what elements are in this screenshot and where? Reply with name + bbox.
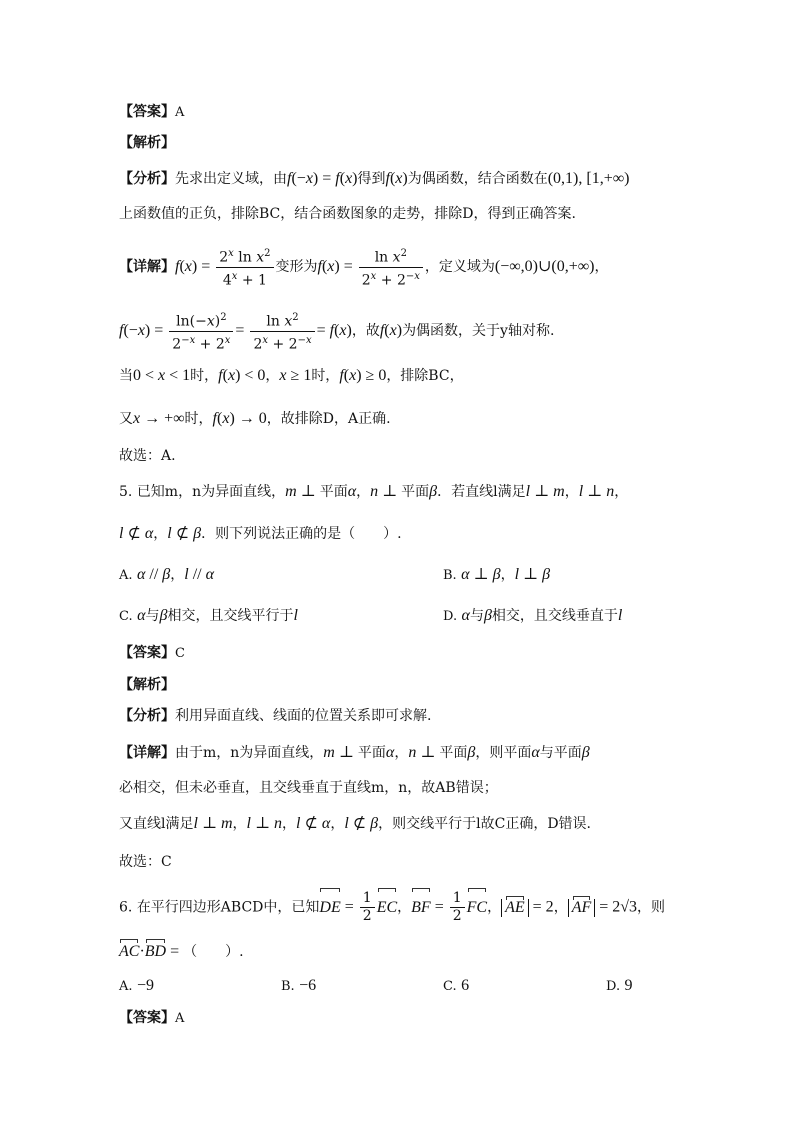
q4-analysis-heading: [119, 133, 175, 153]
text: 上函数值的正负，排除BC，结合函数图象的走势，排除D，得到正确答案.: [119, 206, 576, 222]
q6-answer-line: [119, 1008, 184, 1029]
q6-option-d: [606, 976, 633, 997]
answer-value: A: [175, 105, 185, 120]
fraction: $\frac{1}{2}$: [360, 890, 375, 925]
option-text: −6: [299, 977, 317, 994]
answer-value: C: [175, 646, 185, 661]
option-letter: C.: [443, 979, 457, 994]
text: ，则交线平行于l故C正确，D错误.: [378, 816, 592, 832]
text: 故选：A.: [119, 448, 176, 464]
option-letter: D.: [606, 979, 621, 994]
text: ，故: [351, 323, 380, 340]
q6-option-c: [443, 976, 469, 997]
text: 平面: [357, 745, 386, 761]
text: 得到: [357, 171, 386, 187]
q4-fenxi-line-2: [119, 204, 576, 224]
text: ．若直线l满足: [437, 484, 526, 500]
q5-xiangjie-line-1: 【详解】由于m，n为异面直线，m ⊥ 平面α，n ⊥ 平面β，则平面α与平面β: [119, 744, 590, 761]
fraction: $\frac{2^x \ln x^2}{4^x + 1}$: [216, 245, 273, 289]
text: 平面: [439, 745, 468, 761]
q6-option-b: [281, 976, 316, 997]
q5-guxuan: [119, 852, 172, 872]
option-letter: A.: [119, 568, 133, 583]
option-text: 6: [461, 977, 470, 994]
text: ，: [356, 484, 371, 500]
q4-xiangjie-line-2: f(−x) = $\frac{\ln(-x)^2}{2^{-x} + 2^x}$ = $\frac{\ln x^2}{2^x + 2^{-x}}$ = f(x)，故f(x)为偶函数，关于y轴对称.: [119, 309, 554, 353]
q5-analysis-heading: [119, 675, 175, 695]
text: ，故排除D，A正确.: [266, 411, 391, 427]
answer-value: A: [175, 1011, 185, 1026]
q5-answer-line: [119, 643, 185, 664]
answer-tag: 【答案】: [119, 1010, 175, 1026]
text: 为偶函数，结合函数在: [407, 171, 548, 187]
text: 已知m，n为异面直线，: [136, 484, 286, 500]
text: 平面: [319, 484, 348, 500]
q4-xiangjie-line-4: 又x → +∞时，f(x) → 0，故排除D，A正确.: [119, 410, 391, 427]
text: 时，: [190, 368, 219, 384]
text: 又: [119, 411, 133, 427]
option-letter: B.: [443, 568, 457, 583]
text: 利用异面直线、线面的位置关系即可求解.: [175, 708, 432, 724]
q5-xiangjie-line-2: [119, 778, 498, 798]
analysis-tag: 【解析】: [119, 135, 175, 151]
text: 又直线l满足: [119, 816, 194, 832]
fenxi-tag: 【分析】: [119, 708, 175, 724]
answer-tag: 【答案】: [119, 645, 175, 661]
text: 在平行四边形ABCD中，已知: [136, 899, 320, 916]
q5-option-d: D. α与β相交，且交线垂直于l: [443, 607, 623, 624]
text: 与平面: [539, 745, 582, 761]
text: （ ）.: [183, 944, 244, 960]
q4-fenxi-line-1: 【分析】先求出定义域，由f(−x) = f(x)得到f(x)为偶函数，结合函数在(0,1), [1,+∞): [119, 170, 630, 187]
q5-stem-line-1: 5. 已知m，n为异面直线，m ⊥ 平面α，n ⊥ 平面β．若直线l满足l ⊥ m，l ⊥ n，: [119, 483, 629, 500]
q4-xiangjie-line-1: 【详解】f(x) = $\frac{2^x \ln x^2}{4^x + 1}$ 变形为f(x) = $\frac{\ln x^2}{2^x + 2^{-x}}$ ，定义域为(−∞,0)∪(0,+∞)，: [119, 245, 608, 289]
q5-option-a: A. α // β，l // α: [119, 566, 214, 583]
option-text: 相交，且交线垂直于: [491, 608, 618, 624]
text: ，则平面: [475, 745, 532, 761]
text: ，: [265, 368, 280, 384]
q5-xiangjie-line-3: 又直线l满足l ⊥ m，l ⊥ n，l ⊄ α，l ⊄ β，则交线平行于l故C正确，D错误.: [119, 815, 592, 832]
option-letter: D.: [443, 609, 458, 624]
xiangjie-tag: 【详解】: [119, 745, 175, 761]
q6-stem-line-2: AC·BD = （ ）.: [119, 943, 244, 960]
option-letter: A.: [119, 979, 133, 994]
question-number: 6.: [119, 899, 133, 916]
fraction: $\frac{\ln(-x)^2}{2^{-x} + 2^x}$: [169, 309, 233, 353]
math-intervals: (0,1), [1,+∞): [547, 170, 630, 187]
text: 由于m，n为异面直线，: [175, 745, 324, 761]
text: ，定义域为: [424, 259, 495, 276]
q5-fenxi: [119, 706, 431, 726]
text: 时，: [311, 368, 340, 384]
q6-stem-line-1: 6. 在平行四边形ABCD中，已知DE = $\frac{1}{2}$ EC，BF = $\frac{1}{2}$ FC， AE = 2， AF = 2√3，则: [119, 890, 666, 924]
q5-option-b: B. α ⊥ β，l ⊥ β: [443, 566, 551, 583]
option-text: 9: [624, 977, 633, 994]
text: 变形为: [275, 259, 318, 276]
q5-stem-line-2: l ⊄ α，l ⊄ β．则下列说法正确的是（ ）.: [119, 525, 402, 542]
option-letter: B.: [281, 979, 295, 994]
question-number: 5.: [119, 484, 133, 500]
text: 必相交，但未必垂直，且交线垂直于直线m，n，故AB错误；: [119, 780, 498, 796]
q5-option-c: C. α与β相交，且交线平行于l: [119, 607, 298, 624]
text: 平面: [401, 484, 430, 500]
xiangjie-tag: 【详解】: [119, 259, 175, 276]
text: 先求出定义域，由: [175, 171, 287, 187]
text: 时，: [184, 411, 213, 427]
option-text: −9: [136, 977, 155, 994]
text: ．则下列说法正确的是（ ）.: [201, 526, 402, 542]
q4-answer-line: [119, 102, 184, 123]
text: 当: [119, 368, 133, 384]
text: ，: [394, 745, 409, 761]
analysis-tag: 【解析】: [119, 677, 175, 693]
q4-guxuan: [119, 446, 176, 466]
option-text: 相交，且交线平行于: [167, 608, 294, 624]
answer-tag: 【答案】: [119, 104, 175, 120]
fraction: $\frac{\ln x^2}{2^x + 2^{-x}}$: [250, 309, 314, 353]
option-letter: C.: [119, 609, 133, 624]
fraction: $\frac{\ln x^2}{2^x + 2^{-x}}$: [359, 245, 423, 289]
fraction: $\frac{1}{2}$: [450, 890, 465, 925]
math-f-neg-x-eq: f: [287, 170, 292, 187]
q6-option-a: [119, 976, 154, 997]
text: 为偶函数，关于y轴对称.: [402, 323, 555, 340]
fenxi-tag: 【分析】: [119, 171, 175, 187]
q4-xiangjie-line-3: 当0 < x < 1时，f(x) < 0，x ≥ 1时，f(x) ≥ 0，排除BC，: [119, 367, 464, 384]
text: ，则: [637, 899, 666, 916]
text: ，排除BC，: [386, 368, 464, 384]
text: 故选：C: [119, 854, 172, 870]
